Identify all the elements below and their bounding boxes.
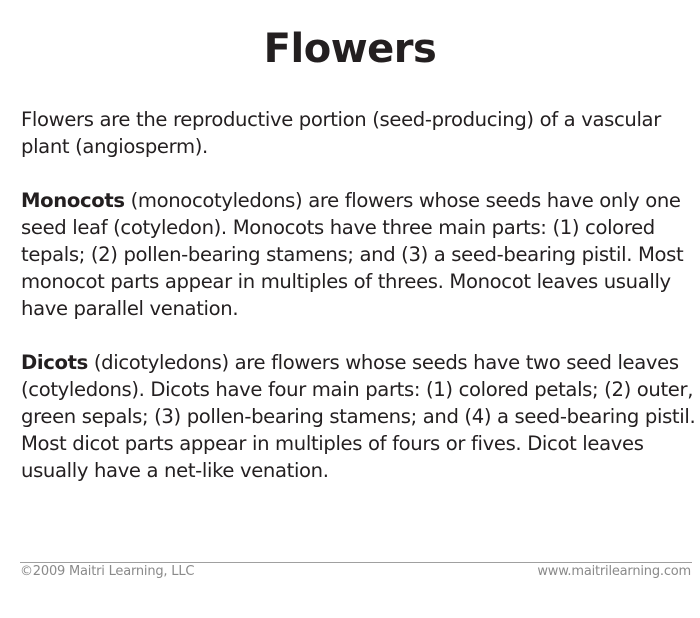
dicots-paragraph — [21, 349, 697, 484]
intro-text: Flowers are the reproductive portion (seed-producing) of a vascular plant (angiosperm). — [21, 108, 661, 158]
dicots-text: (dicotyledons) are flowers whose seeds have two seed leaves (cotyledons). Dicots have four main parts: (1) colored petals; (2) outer, green sepals; (3) pollen-bearing stamens; and (4) a seed-bearing pistil. Most dicot parts appear in multiples of fours or fives. Dicot leaves usually have a net-like venation. — [21, 351, 696, 482]
intro-paragraph — [21, 106, 697, 160]
footer-divider — [20, 562, 692, 563]
monocots-term: Monocots — [21, 189, 125, 212]
dicots-term: Dicots — [21, 351, 88, 374]
footer-website: www.maitrilearning.com — [537, 564, 691, 579]
monocots-paragraph — [21, 187, 697, 322]
page-title: Flowers — [263, 26, 437, 72]
footer-copyright: ©2009 Maitri Learning, LLC — [20, 564, 195, 579]
monocots-text: (monocotyledons) are flowers whose seeds have only one seed leaf (cotyledon). Monocots have three main parts: (1) colored tepals; (2) pollen-bearing stamens; and (3) a seed-bearing pistil. Most monocot parts appear in multiples of threes. Monocot leaves usually have parallel venation. — [21, 189, 684, 320]
